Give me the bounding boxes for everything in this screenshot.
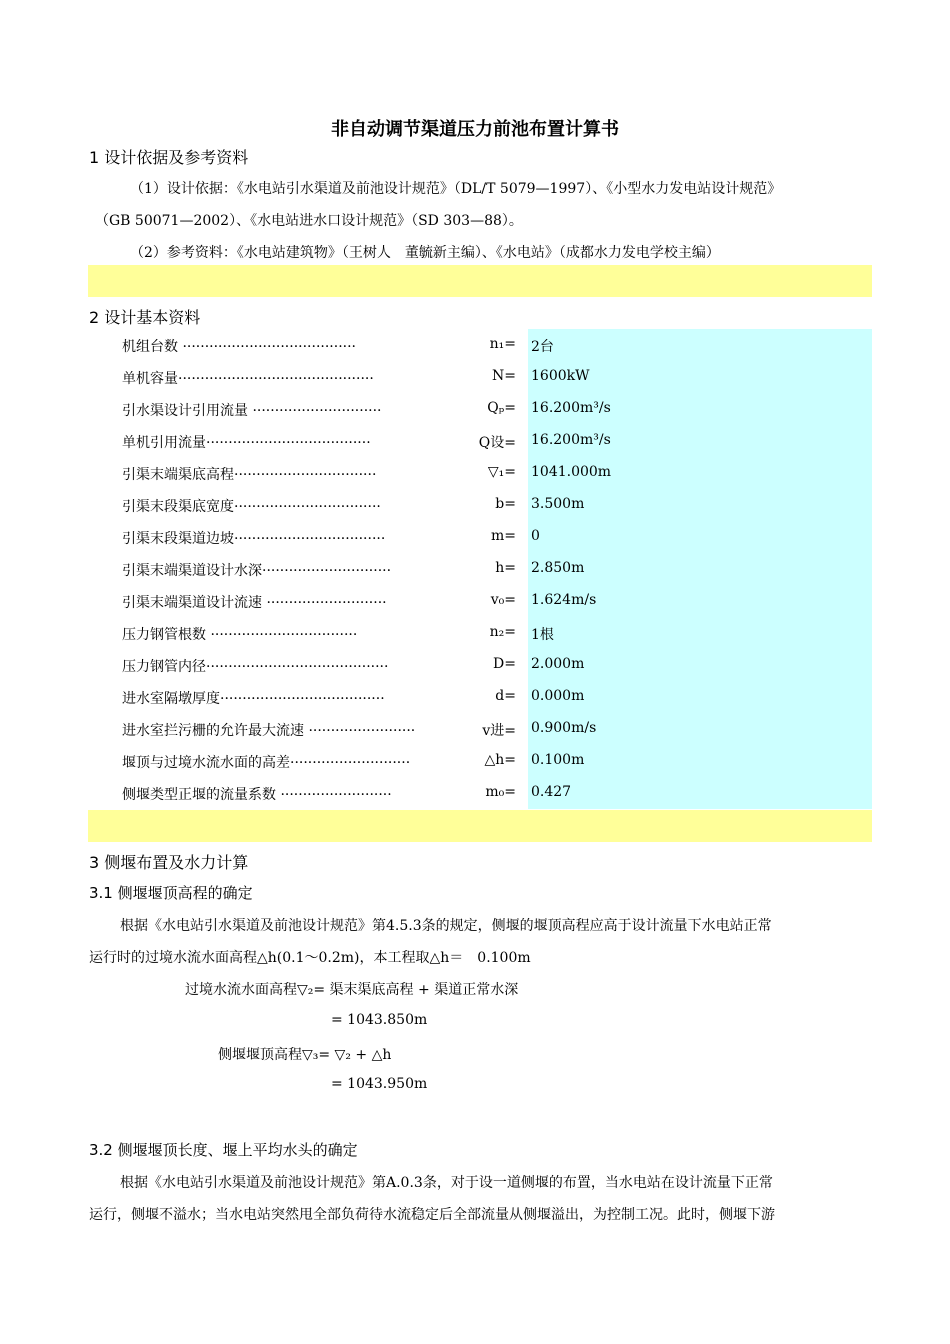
- parameter-symbol: ▽₁=: [487, 464, 516, 480]
- parameter-label: 单机引用流量·····································: [122, 435, 371, 451]
- section-3-heading: 3 侧堰布置及水力计算: [89, 853, 249, 872]
- section-3-1-heading: 3.1 侧堰堰顶高程的确定: [89, 884, 253, 902]
- parameter-row: [88, 617, 872, 649]
- parameter-symbol: v进=: [482, 723, 516, 739]
- parameter-label: 引渠末端渠底高程································: [122, 467, 377, 483]
- weir-length-paragraph-line-1: 根据《水电站引水渠道及前池设计规范》第A.0.3条，对于设一道侧堰的布置，当水电站在设计流量下正常: [120, 1175, 773, 1191]
- parameter-label: 机组台数 ·······································: [122, 339, 357, 355]
- parameter-value[interactable]: 2.000m: [531, 656, 585, 672]
- parameter-value[interactable]: 0.427: [531, 784, 572, 800]
- parameter-value[interactable]: 16.200m³/s: [531, 432, 611, 448]
- formula-weir-crest-result: = 1043.950m: [331, 1076, 428, 1092]
- parameter-symbol: N=: [492, 368, 516, 384]
- section-1-heading: 1 设计依据及参考资料: [89, 148, 249, 167]
- parameter-symbol: n₂=: [489, 624, 516, 640]
- parameter-value[interactable]: 3.500m: [531, 496, 585, 512]
- parameter-value[interactable]: 1.624m/s: [531, 592, 597, 608]
- parameter-value[interactable]: 1041.000m: [531, 464, 612, 480]
- parameter-symbol: Q设=: [478, 435, 516, 451]
- parameter-symbol: b=: [495, 496, 516, 512]
- parameter-row: [88, 553, 872, 585]
- formula-water-surface-result: = 1043.850m: [331, 1012, 428, 1028]
- page-title: 非自动调节渠道压力前池布置计算书: [331, 119, 619, 140]
- parameter-row: [88, 777, 872, 809]
- parameter-label: 压力钢管根数 ·································: [122, 627, 358, 643]
- parameter-value[interactable]: 0: [531, 528, 540, 544]
- parameter-row: [88, 457, 872, 489]
- parameter-value[interactable]: 2.850m: [531, 560, 585, 576]
- formula-weir-crest: 侧堰堰顶高程▽₃= ▽₂ + △h: [218, 1047, 392, 1063]
- parameter-symbol: h=: [495, 560, 516, 576]
- parameter-value[interactable]: 1600kW: [531, 368, 590, 384]
- parameter-row: [88, 713, 872, 745]
- parameter-value[interactable]: 2台: [531, 339, 554, 355]
- parameter-row: [88, 361, 872, 393]
- section-3-2-heading: 3.2 侧堰堰顶长度、堰上平均水头的确定: [89, 1141, 358, 1159]
- weir-crest-paragraph-line-2: 运行时的过境水流水面高程△h(0.1～0.2m)，本工程取△h＝ 0.100m: [89, 950, 531, 966]
- weir-crest-paragraph-line-1: 根据《水电站引水渠道及前池设计规范》第4.5.3条的规定，侧堰的堰顶高程应高于设计流量下水电站正常: [120, 918, 772, 934]
- parameter-row: [88, 745, 872, 777]
- parameter-value[interactable]: 0.100m: [531, 752, 585, 768]
- parameter-row: [88, 681, 872, 713]
- parameter-symbol: D=: [493, 656, 516, 672]
- parameter-row: [88, 489, 872, 521]
- parameter-label: 引水渠设计引用流量 ·····························: [122, 403, 382, 419]
- parameter-label: 引渠末端渠道设计水深·····························: [122, 563, 392, 579]
- parameter-row: [88, 521, 872, 553]
- parameter-symbol: n₁=: [489, 336, 516, 352]
- parameter-row: [88, 329, 872, 361]
- weir-length-paragraph-line-2: 运行，侧堰不溢水；当水电站突然甩全部负荷待水流稳定后全部流量从侧堰溢出，为控制工况。此时，侧堰下游: [89, 1207, 775, 1223]
- parameter-symbol: v₀=: [490, 592, 516, 608]
- parameter-symbol: Qₚ=: [487, 400, 516, 416]
- parameter-label: 侧堰类型正堰的流量系数 ·························: [122, 787, 392, 803]
- parameter-row: [88, 649, 872, 681]
- parameter-label: 引渠末段渠道边坡··································: [122, 531, 386, 547]
- parameter-value[interactable]: 1根: [531, 627, 554, 643]
- parameter-row: [88, 393, 872, 425]
- parameter-value[interactable]: 16.200m³/s: [531, 400, 611, 416]
- parameter-symbol: m₀=: [485, 784, 516, 800]
- parameter-label: 引渠末端渠道设计流速 ···························: [122, 595, 387, 611]
- parameter-label: 单机容量············································: [122, 371, 374, 387]
- parameter-label: 压力钢管内径·········································: [122, 659, 389, 675]
- highlight-band: [88, 265, 872, 297]
- parameter-row: [88, 425, 872, 457]
- parameter-row: [88, 585, 872, 617]
- parameter-value[interactable]: 0.900m/s: [531, 720, 597, 736]
- reference-paragraph: （2）参考资料：《水电站建筑物》（王树人 董毓新主编）、《水电站》（成都水力发电学校主编）: [130, 245, 720, 261]
- basis-paragraph-line-2: （GB 50071—2002）、《水电站进水口设计规范》（SD 303—88）。: [95, 213, 523, 229]
- parameter-symbol: m=: [490, 528, 516, 544]
- parameter-label: 进水室拦污栅的允许最大流速 ························: [122, 723, 416, 739]
- parameter-label: 堰顶与过境水流水面的高差···························: [122, 755, 411, 771]
- parameter-label: 引渠末段渠底宽度·································: [122, 499, 381, 515]
- section-2-heading: 2 设计基本资料: [89, 308, 201, 327]
- parameter-symbol: d=: [495, 688, 516, 704]
- highlight-band: [88, 810, 872, 842]
- parameter-value[interactable]: 0.000m: [531, 688, 585, 704]
- parameter-label: 进水室隔墩厚度·····································: [122, 691, 385, 707]
- formula-water-surface: 过境水流水面高程▽₂= 渠末渠底高程 + 渠道正常水深: [185, 982, 519, 998]
- parameter-symbol: △h=: [484, 752, 516, 768]
- basis-paragraph-line-1: （1）设计依据：《水电站引水渠道及前池设计规范》（DL/T 5079—1997）、《小型水力发电站设计规范》: [130, 181, 782, 197]
